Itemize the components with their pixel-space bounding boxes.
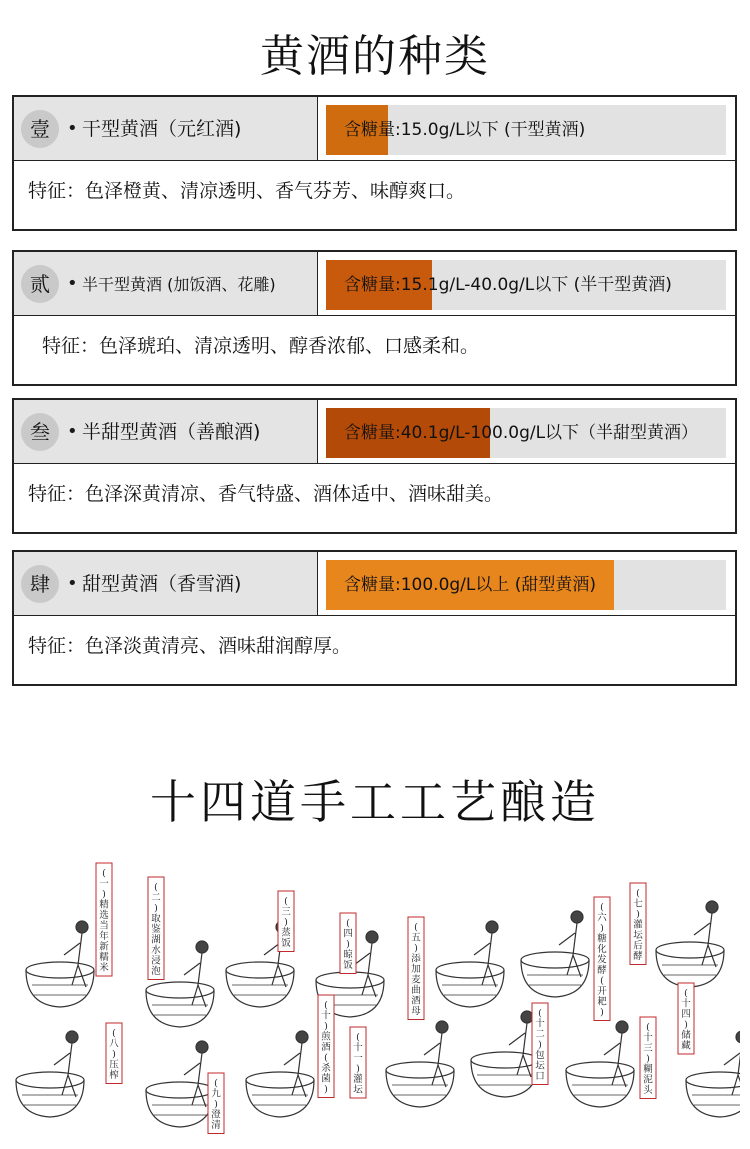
svg-text:三: 三 bbox=[643, 1043, 653, 1054]
process-sketch bbox=[146, 1041, 214, 1127]
svg-text:一: 一 bbox=[99, 878, 109, 890]
svg-text:): ) bbox=[284, 917, 288, 928]
process-step-tag bbox=[630, 883, 646, 965]
svg-text:饭: 饭 bbox=[343, 960, 353, 971]
svg-text:清: 清 bbox=[211, 1120, 221, 1131]
svg-text:酵: 酵 bbox=[633, 951, 643, 962]
svg-text:头: 头 bbox=[643, 1085, 653, 1096]
process-step-tag bbox=[408, 917, 424, 1020]
process-step-tag bbox=[96, 863, 112, 976]
number-badge: 贰 bbox=[21, 265, 59, 303]
svg-text:澄: 澄 bbox=[211, 1109, 221, 1121]
svg-text:四: 四 bbox=[681, 1009, 691, 1020]
svg-text:一: 一 bbox=[353, 1053, 363, 1064]
process-sketch bbox=[521, 911, 589, 997]
svg-text:(: ( bbox=[154, 882, 158, 893]
card-label bbox=[14, 252, 318, 315]
card-label bbox=[14, 400, 318, 463]
svg-text:): ) bbox=[112, 1049, 116, 1060]
svg-text:(: ( bbox=[600, 902, 604, 913]
svg-text:坛: 坛 bbox=[633, 930, 643, 941]
svg-text:五: 五 bbox=[411, 932, 421, 944]
svg-text:): ) bbox=[646, 1053, 650, 1065]
process-step-tag bbox=[350, 1027, 366, 1098]
svg-text:藏: 藏 bbox=[681, 1040, 691, 1052]
sugar-bar bbox=[326, 408, 726, 458]
svg-text:八: 八 bbox=[109, 1038, 119, 1050]
svg-text:二: 二 bbox=[535, 1029, 545, 1040]
svg-text:): ) bbox=[102, 889, 106, 900]
svg-text:糊: 糊 bbox=[643, 1064, 653, 1075]
feature-text: 特征：色泽琥珀、清凉透明、醇香浓郁、口感柔和。 bbox=[42, 335, 480, 357]
wine-type-name: 干型黄酒（元红酒) bbox=[82, 118, 242, 140]
svg-text:): ) bbox=[684, 1019, 688, 1031]
brewing-process-illustration bbox=[10, 855, 740, 1135]
svg-text:): ) bbox=[324, 1021, 328, 1032]
process-sketch bbox=[471, 1011, 539, 1097]
process-sketch bbox=[16, 1031, 84, 1117]
svg-text:三: 三 bbox=[281, 906, 291, 918]
svg-text:当: 当 bbox=[99, 920, 109, 932]
svg-text:煎: 煎 bbox=[321, 1031, 331, 1043]
process-step-tag bbox=[148, 877, 164, 980]
svg-text:十: 十 bbox=[681, 998, 691, 1010]
svg-text:十: 十 bbox=[643, 1032, 653, 1044]
process-step-tag bbox=[678, 983, 694, 1054]
svg-text:(: ( bbox=[600, 975, 604, 987]
svg-text:晾: 晾 bbox=[343, 949, 353, 961]
svg-text:榨: 榨 bbox=[109, 1070, 119, 1081]
section-title-process: 十四道手工工艺酿造 bbox=[150, 775, 600, 829]
svg-text:水: 水 bbox=[151, 945, 161, 956]
svg-text:): ) bbox=[600, 1007, 604, 1018]
svg-text:): ) bbox=[154, 903, 158, 914]
svg-text:(: ( bbox=[102, 868, 106, 879]
svg-text:七: 七 bbox=[633, 898, 643, 910]
svg-text:加: 加 bbox=[411, 964, 421, 975]
svg-text:储: 储 bbox=[681, 1030, 691, 1041]
svg-text:): ) bbox=[346, 939, 350, 950]
svg-text:选: 选 bbox=[99, 910, 109, 921]
svg-text:): ) bbox=[356, 1063, 360, 1075]
sugar-content-text: 含糖量:15.0g/L以下 (干型黄酒) bbox=[344, 120, 586, 140]
svg-text:开: 开 bbox=[597, 986, 607, 997]
feature-text: 特征：色泽淡黄清亮、酒味甜润醇厚。 bbox=[28, 635, 352, 657]
svg-text:浸: 浸 bbox=[151, 955, 161, 967]
svg-text:): ) bbox=[214, 1099, 218, 1110]
process-step-tag bbox=[594, 897, 610, 1021]
process-sketch bbox=[656, 901, 724, 987]
svg-text:取: 取 bbox=[151, 913, 161, 925]
sugar-bar bbox=[326, 260, 726, 310]
svg-text:六: 六 bbox=[597, 912, 607, 924]
process-sketch bbox=[386, 1021, 454, 1107]
bullet-dot: • bbox=[67, 118, 78, 139]
process-step-tag bbox=[532, 1003, 548, 1085]
svg-text:): ) bbox=[636, 909, 640, 920]
process-sketch bbox=[436, 921, 504, 1007]
sugar-bar bbox=[326, 560, 726, 610]
wine-type-card-1 bbox=[12, 95, 737, 231]
svg-text:(: ( bbox=[414, 922, 418, 933]
svg-text:(: ( bbox=[284, 896, 288, 907]
svg-text:): ) bbox=[600, 923, 604, 934]
svg-text:(: ( bbox=[214, 1078, 218, 1089]
svg-text:灌: 灌 bbox=[353, 1074, 363, 1085]
svg-text:坛: 坛 bbox=[353, 1084, 363, 1096]
card-header bbox=[14, 400, 735, 464]
section-title-types: 黄酒的种类 bbox=[260, 31, 490, 82]
card-label bbox=[14, 552, 318, 615]
process-step-tag bbox=[106, 1023, 122, 1084]
card-label bbox=[14, 97, 318, 160]
svg-text:米: 米 bbox=[99, 962, 109, 974]
bullet-dot: • bbox=[67, 573, 78, 594]
svg-text:菌: 菌 bbox=[321, 1073, 331, 1085]
process-sketch bbox=[566, 1021, 634, 1107]
svg-text:湖: 湖 bbox=[151, 934, 161, 946]
svg-text:(: ( bbox=[324, 1000, 328, 1011]
feature-text: 特征：色泽深黄清凉、香气特盛、酒体适中、酒味甜美。 bbox=[28, 483, 504, 505]
number-badge: 叁 bbox=[21, 413, 59, 451]
sugar-content-text: 含糖量:100.0g/L以上 (甜型黄酒) bbox=[344, 575, 597, 595]
svg-text:四: 四 bbox=[343, 928, 353, 940]
sugar-content-text: 含糖量:40.1g/L-100.0g/L以下（半甜型黄酒） bbox=[344, 423, 699, 443]
svg-text:蒸: 蒸 bbox=[281, 927, 291, 939]
card-header bbox=[14, 97, 735, 161]
svg-text:母: 母 bbox=[411, 1006, 421, 1017]
svg-text:鉴: 鉴 bbox=[151, 924, 161, 935]
svg-text:坛: 坛 bbox=[535, 1060, 545, 1072]
svg-text:耙: 耙 bbox=[597, 996, 607, 1008]
svg-text:(: ( bbox=[346, 918, 350, 929]
process-step-tag bbox=[278, 891, 294, 952]
process-sketch bbox=[26, 921, 94, 1007]
svg-text:泡: 泡 bbox=[151, 966, 161, 977]
svg-text:精: 精 bbox=[99, 899, 109, 911]
process-step-tag bbox=[640, 1017, 656, 1099]
sugar-content-text: 含糖量:15.1g/L-40.0g/L以下 (半干型黄酒) bbox=[344, 275, 672, 295]
svg-text:包: 包 bbox=[535, 1050, 545, 1061]
svg-text:糯: 糯 bbox=[99, 952, 109, 963]
svg-text:添: 添 bbox=[411, 953, 421, 965]
number-badge: 壹 bbox=[21, 110, 59, 148]
process-sketch bbox=[246, 1031, 314, 1117]
svg-text:新: 新 bbox=[99, 941, 109, 953]
svg-text:后: 后 bbox=[633, 940, 643, 952]
wine-type-card-4 bbox=[12, 550, 737, 686]
wine-type-card-2 bbox=[12, 250, 737, 386]
svg-text:(: ( bbox=[538, 1008, 542, 1019]
svg-text:糖: 糖 bbox=[597, 933, 607, 945]
svg-text:二: 二 bbox=[151, 892, 161, 904]
svg-text:口: 口 bbox=[535, 1071, 545, 1082]
svg-text:(: ( bbox=[356, 1032, 360, 1043]
svg-text:(: ( bbox=[324, 1052, 328, 1064]
process-step-tag bbox=[340, 913, 356, 974]
svg-text:十: 十 bbox=[535, 1018, 545, 1030]
svg-text:十: 十 bbox=[353, 1042, 363, 1054]
svg-text:(: ( bbox=[646, 1022, 650, 1033]
svg-text:(: ( bbox=[112, 1028, 116, 1039]
svg-text:酵: 酵 bbox=[597, 965, 607, 976]
svg-text:(: ( bbox=[684, 988, 688, 999]
bullet-dot: • bbox=[67, 421, 78, 442]
card-header bbox=[14, 552, 735, 616]
svg-text:曲: 曲 bbox=[411, 985, 421, 996]
number-badge: 肆 bbox=[21, 565, 59, 603]
svg-text:): ) bbox=[324, 1084, 328, 1095]
wine-type-card-3 bbox=[12, 398, 737, 534]
svg-text:酒: 酒 bbox=[321, 1042, 331, 1053]
svg-text:饭: 饭 bbox=[281, 938, 291, 949]
svg-text:压: 压 bbox=[109, 1059, 119, 1071]
svg-text:九: 九 bbox=[211, 1088, 221, 1100]
wine-type-name: 半甜型黄酒（善酿酒) bbox=[82, 421, 261, 443]
feature-text: 特征：色泽橙黄、清凉透明、香气芬芳、味醇爽口。 bbox=[28, 180, 466, 202]
bullet-dot: • bbox=[67, 273, 78, 294]
wine-type-name: 甜型黄酒（香雪酒) bbox=[82, 573, 242, 595]
svg-text:杀: 杀 bbox=[321, 1063, 331, 1074]
svg-text:): ) bbox=[414, 943, 418, 954]
svg-text:): ) bbox=[538, 1039, 542, 1051]
svg-text:化: 化 bbox=[597, 944, 607, 955]
card-header bbox=[14, 252, 735, 316]
svg-text:酒: 酒 bbox=[411, 995, 421, 1007]
svg-text:麦: 麦 bbox=[411, 974, 421, 986]
svg-text:泥: 泥 bbox=[643, 1074, 653, 1086]
sugar-bar bbox=[326, 105, 726, 155]
svg-text:年: 年 bbox=[99, 931, 109, 942]
svg-text:灌: 灌 bbox=[633, 919, 643, 931]
wine-type-name: 半干型黄酒 (加饭酒、花雕) bbox=[82, 275, 276, 294]
svg-text:(: ( bbox=[636, 888, 640, 899]
svg-text:十: 十 bbox=[321, 1010, 331, 1022]
process-step-tag bbox=[208, 1073, 224, 1134]
process-step-tag bbox=[318, 995, 334, 1098]
svg-text:发: 发 bbox=[597, 954, 607, 966]
